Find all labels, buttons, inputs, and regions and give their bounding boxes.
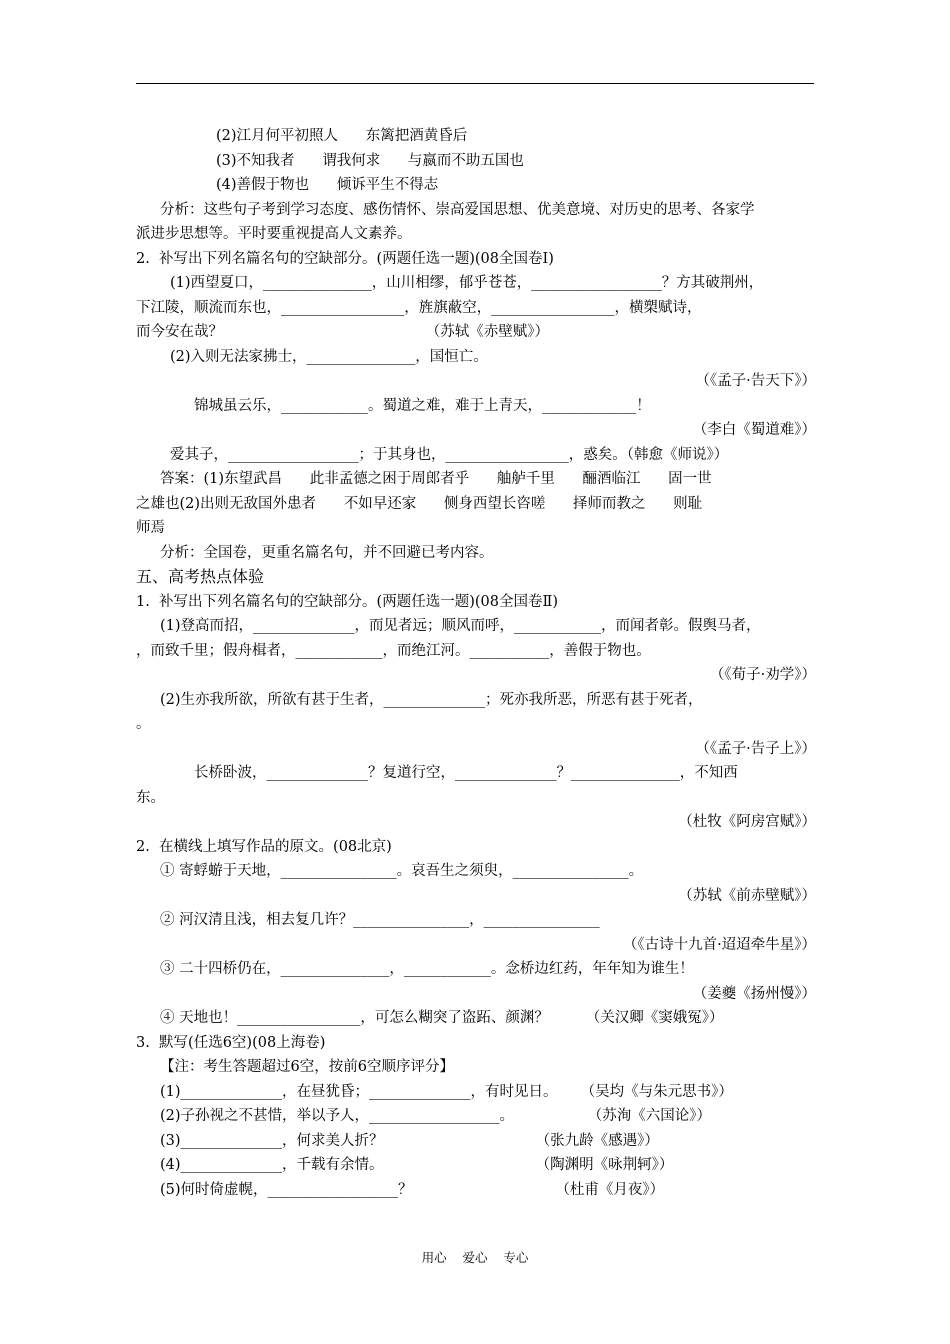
text-line: (3)不知我者 谓我何求 与嬴而不助五国也 xyxy=(216,152,524,169)
text-line: 3. 默写(任选6空)(08上海卷) xyxy=(136,1034,326,1051)
text-line: (2)入则无法家拂士，_______________，国恒亡。 xyxy=(170,348,488,365)
text-line: (4)______________，千载有余情。 （陶渊明《咏荆轲》） xyxy=(160,1157,674,1173)
text-line: (2)生亦我所欲，所欲有甚于生者，______________；死亦我所恶，所恶有甚于死者， xyxy=(160,691,703,708)
text-line: 分析：全国卷，更重名篇名句，并不回避已考内容。 xyxy=(160,544,494,561)
text-line: 。 xyxy=(136,716,151,732)
text-line: ④ 天地也！_________________，可怎么糊突了盗跖、颜渊？ （关汉卿《窦娥冤》） xyxy=(160,1010,724,1026)
text-line: (4)善假于物也 倾诉平生不得志 xyxy=(216,177,439,193)
text-line: （《古诗十九首·迢迢牵牛星》） xyxy=(622,936,816,953)
text-line: （《荀子·劝学》） xyxy=(709,667,816,683)
text-line: ② 河汉清且浅，相去复几许？________________，________________ xyxy=(160,912,600,928)
text-line: 爱其子，__________________；于其身也，_________________，惑矣。（韩愈《师说》） xyxy=(170,446,729,463)
text-line: 长桥卧波，______________？复道行空，______________？_______________，不知西 xyxy=(194,765,738,781)
section-heading: 五、高考热点体验 xyxy=(136,567,265,586)
text-line: 1. 补写出下列名篇名句的空缺部分。(两题任选一题)(08全国卷Ⅱ) xyxy=(136,593,558,610)
text-line: (2)江月何平初照人 东篱把酒黄昏后 xyxy=(216,128,468,144)
text-line: (1)西望夏口，_______________，山川相缪，郁乎苍苍，__________________？方其破荆州， xyxy=(170,275,764,291)
text-line: (3)______________，何求美人折？ （张九龄《感遇》） xyxy=(160,1132,659,1149)
text-line: ③ 二十四桥仍在，_______________，____________。念桥边红药，年年知为谁生！ xyxy=(160,961,694,977)
text-line: 锦城虽云乐，____________。蜀道之难，难于上青天，_____________！ xyxy=(194,397,651,414)
text-line: 东。 xyxy=(136,789,165,806)
text-line: 派进步思想等。平时要重视提高人文素养。 xyxy=(136,226,412,242)
text-line: （《孟子·告天下》） xyxy=(695,373,816,389)
text-line: ，而致千里；假舟楫者，____________，而绝江河。___________，善假于物也。 xyxy=(136,642,651,659)
text-line: 2. 在横线上填写作品的原文。(08北京) xyxy=(136,838,392,855)
text-line: 而今安在哉？ （苏轼《赤壁赋》） xyxy=(136,324,550,340)
text-line: （姜夔《扬州慢》） xyxy=(692,985,816,1002)
text-line: 答案：(1)东望武昌 此非孟德之困于周郎者乎 舳舻千里 酾酒临江 固一世 xyxy=(160,471,712,487)
text-line: 【注：考生答题超过6空，按前6空顺序评分】 xyxy=(160,1059,454,1075)
header-rule xyxy=(136,83,814,84)
text-line: (1)______________，在昼犹昏；______________，有时见日。 （吴均《与朱元思书》） xyxy=(160,1083,733,1100)
text-line: （《孟子·告子上》） xyxy=(695,740,816,757)
text-line: (1)登高而招，______________，而见者远；顺风而呼，____________，而闻者彰。假舆马者， xyxy=(160,618,761,634)
text-line: 分析：这些句子考到学习态度、感伤情怀、崇高爱国思想、优美意境、对历史的思考、各家学 xyxy=(160,201,755,218)
document-body xyxy=(136,124,816,1202)
text-line: （苏轼《前赤壁赋》） xyxy=(678,887,816,904)
text-line: （杜牧《阿房宫赋》） xyxy=(678,814,816,830)
text-line: 下江陵，顺流而东也，_________________，旌旗蔽空，_________________，横槊赋诗， xyxy=(136,299,702,316)
text-line: 师焉 xyxy=(136,520,165,536)
text-line: 2. 补写出下列名篇名句的空缺部分。(两题任选一题)(08全国卷Ⅰ) xyxy=(136,250,554,267)
text-line: （李白《蜀道难》） xyxy=(692,422,816,438)
text-line: 之雄也(2)出则无敌国外患者 不如早还家 侧身西望长咨嗟 择师而教之 则耻 xyxy=(136,495,703,512)
page-footer: 用心 爱心 专心 xyxy=(421,1250,529,1265)
text-line: ① 寄蜉蝣于天地，________________。哀吾生之须臾，________________。 xyxy=(160,863,644,879)
text-line: (2)子孙视之不甚惜，举以予人，__________________。 （苏洵《六国论》） xyxy=(160,1108,712,1124)
text-line: (5)何时倚虚幌，__________________？ （杜甫《月夜》） xyxy=(160,1181,665,1198)
